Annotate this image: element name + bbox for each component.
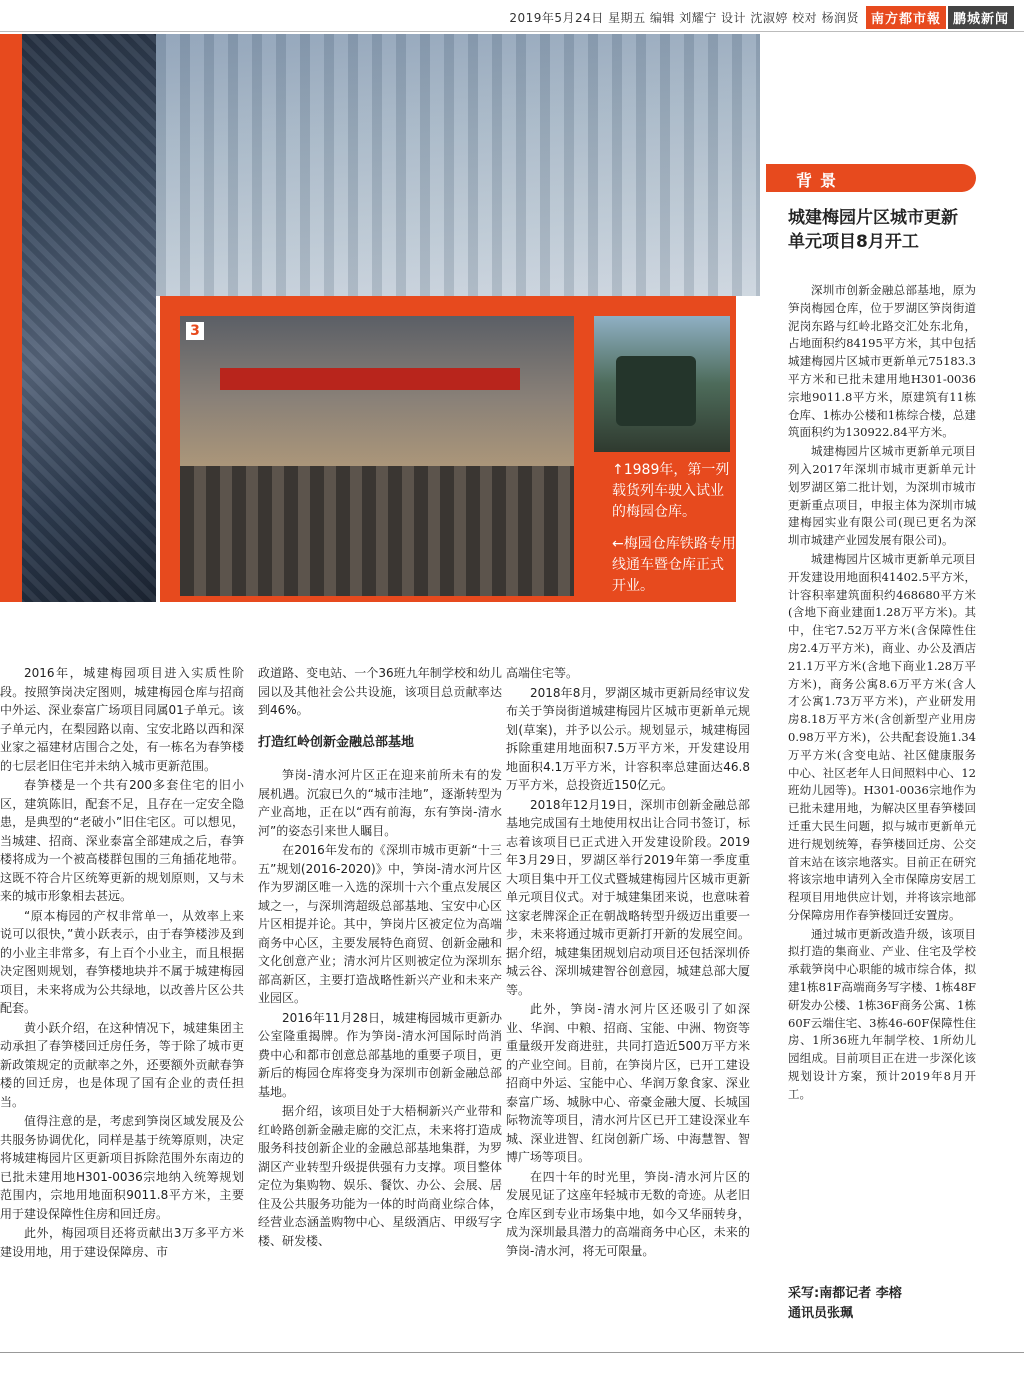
article-paragraph: 在2016年发布的《深圳市城市更新“十三五”规划(2016-2020)》中，笋岗-清水河片区作为罗湖区唯一入选的深圳十六个重点发展区域之一，与深圳湾超级总部基地、宝安中心区片区相提并论。其中，笋岗片区被定位为高端商务中心区，主要发展特色商贸、创新金融和文化创意产业；清水河片区则被定位为深圳东部高新区，主要打造战略性新兴产业和未来产业园区。 <box>258 843 502 1005</box>
photo-caption-1: ↑1989年，第一列载货列车驶入试业的梅园仓库。 <box>612 462 730 520</box>
footer-rule <box>0 1352 1024 1353</box>
page-header <box>0 0 1024 32</box>
article-paragraph: 值得注意的是，考虑到笋岗区域发展及公共服务协调优化，同样是基于统筹原则，决定将城建梅园片区更新项目拆除范围外东南边的已批未建用地H301-0036宗地纳入统筹规划范围内，宗地用地面积9011.8平方米，主要用于建设保障性住房和回迁房。 <box>0 1114 244 1221</box>
article-paragraph: 2018年12月19日，深圳市创新金融总部基地完成国有土地使用权出让合同书签订，标志着该项目已正式进入开发建设阶段。2019年3月29日，罗湖区举行2019年第一季度重大项目集中开工仪式暨城建梅园片区城市更新单元项目仪式。对于城建集团来说，也意味着这家老牌深企正在朝战略转型升级迈出重要一步，未来将通过城市更新打开新的发展空间。据介绍，城建集团规划启动项目还包括深圳侨城云谷、深圳城建智谷创意园，城建总部大厦等。 <box>506 797 750 997</box>
brand-name: 南方都市報 <box>866 6 946 29</box>
photo-caption-2: ←梅园仓库铁路专用线通车暨仓库正式开业。 <box>612 536 736 594</box>
byline <box>788 1284 902 1324</box>
article-paragraph: 笋岗-清水河片区正在迎来前所未有的发展机遇。沉寂已久的“城市洼地”，逐渐转型为产业高地，正在以“西有前海，东有笋岗-清水河”的姿态引来世人瞩目。 <box>258 768 502 838</box>
article-paragraph: 此外，梅园项目还将贡献出3万多平方米建设用地，用于建设保障房、市 <box>0 1226 244 1259</box>
sidebar-paragraph: 通过城市更新改造升级，该项目拟打造的集商业、产业、住宅及学校承载笋岗中心职能的城市综合体，拟建1栋81F高端商务写字楼、1栋48F研发办公楼、1栋36F商务公寓、1栋60F云端住宅、3栋46-60F保障性住房、1所36班九年制学校、1所幼儿园组成。目前项目正在进一步深化该规划设计方案，预计2019年8月开工。 <box>788 926 976 1101</box>
article-paragraph: 此外，笋岗-清水河片区还吸引了如深业、华润、中粮、招商、宝能、中洲、物资等重量级开发商进驻，共同打造近500万平方米的产业空间。目前，在笋岗片区，已开工建设招商中外运、宝能中心、华润万象食家、深业泰富广场、城脉中心、帝豪金融大厦、长城国际物流等项目，清水河片区已开工建设深业车城、深业进智、红岗创新广场、中海慧智、智博广场等项目。 <box>506 1002 750 1164</box>
article-paragraph: 在四十年的时光里，笋岗-清水河片区的发展见证了这座年轻城市无数的奇迹。从老旧仓库区到专业市场集中地，如今又华丽转身，成为深圳最具潜力的高端商务中心区，未来的笋岗-清水河，将无可限量。 <box>506 1169 750 1258</box>
article-paragraph: 2016年11月28日，城建梅园城市更新办公室隆重揭牌。作为笋岗-清水河国际时尚消费中心和都市创意总部基地的重要子项目，更新后的梅园仓库将变身为深圳市创新金融总部基地。 <box>258 1010 502 1099</box>
byline-reporter: 采写:南都记者 李榕 <box>788 1286 902 1301</box>
sidebar-title: 城建梅园片区城市更新单元项目8月开工 <box>788 208 958 252</box>
sidebar-paragraph: 城建梅园片区城市更新单元项目列入2017年深圳市城市更新单元计划罗湖区第二批计划，为深圳市城市更新重点项目，申报主体为深圳市城建梅园实业有限公司(现已更名为深圳市城建产业园发展有限公司)。 <box>788 444 976 548</box>
article-paragraph: 2016年，城建梅园项目进入实质性阶段。按照笋岗决定图则，城建梅园仓库与招商中外运、深业泰富广场项目同属01子单元。该子单元内，在梨园路以南、宝安北路以西和深业家之福建材店围合之处，有一栋名为春笋楼的七层老旧住宅并未纳入城市更新范围。 <box>0 666 244 773</box>
article-paragraph: 春笋楼是一个共有200多套住宅的旧小区，建筑陈旧，配套不足，且存在一定安全隐患，是典型的“老破小”旧住宅区。可以想见，当城建、招商、深业泰富全部建成之后，春笋楼将成为一个被高楼群包围的三角插花地带。这既不符合片区统筹更新的规划原则，又与未来的城市形象相去甚远。 <box>0 778 244 903</box>
issue-meta: 2019年5月24日 星期五 编辑 刘耀宁 设计 沈淑婷 校对 杨润贤 <box>509 11 859 25</box>
aerial-photo-left <box>0 34 156 602</box>
brand-logo <box>866 6 1014 28</box>
background-tag: 背景 <box>766 164 976 192</box>
byline-correspondent: 通讯员张珮 <box>788 1306 854 1321</box>
sidebar-body <box>788 282 976 1105</box>
sidebar-paragraph: 深圳市创新金融总部基地，原为笋岗梅园仓库，位于罗湖区笋岗街道泥岗东路与红岭北路交汇处东北角，占地面积约84195平方米，其中包括城建梅园片区城市更新单元75183.3平方米和已批未建用地H301-0036宗地9011.8平方米，原建筑有11栋仓库、1栋办公楼和1栋综合楼，总建筑面积约为130922.84平方米。 <box>788 283 976 440</box>
sidebar-paragraph: 城建梅园片区城市更新单元项目开发建设用地面积41402.5平方米，计容积率建筑面积约468680平方米(含地下商业建面1.28万平方米)。其中，住宅7.52万平方米(含保障性住房2.4万平方米)，商业、办公及酒店21.1万平方米(含地下商业1.28万平方米)，商务公寓8.6万平方米(含人才公寓1.73万平方米)，产业研发用房8.18万平方米(含创新型产业用房0.98万平方米)，公共配套设施1.34万平方米(含变电站、社区健康服务中心、社区老年人日间照料中心、12班幼儿园等)。H301-0036宗地作为已批未建用地，为解决区里春笋楼回迁重大民生问题，拟与城市更新单元进行规划统筹，春笋楼回迁房、公交首末站在该宗地落实。目前正在研究将该宗地申请列入全市保障房安居工程项目用地供应计划，并将该宗地部分保障房用作春笋楼回迁安置房。 <box>788 551 976 922</box>
article-column-2 <box>258 664 502 1251</box>
article-paragraph: 2018年8月，罗湖区城市更新局经审议发布关于笋岗街道城建梅园片区城市更新单元规划(草案)，并予以公示。规划显示，城建梅园拆除重建用地面积7.5万平方米，开发建设用地面积4.1万平方米，计容积率总建面达46.8万平方米，总投资近150亿元。 <box>506 685 750 792</box>
article-paragraph: 政道路、变电站、一个36班九年制学校和幼儿园以及其他社会公共设施，该项目总贡献率达到46%。 <box>258 666 502 717</box>
historic-photo-panel <box>160 296 736 602</box>
section-name: 鹏城新闻 <box>948 6 1014 29</box>
section-heading: 打造红岭创新金融总部基地 <box>258 734 415 750</box>
ceremony-photo <box>180 316 574 596</box>
article-column-1 <box>0 664 244 1262</box>
train-photo <box>594 316 730 452</box>
aerial-photo-top <box>156 34 760 296</box>
background-sidebar <box>766 164 976 1334</box>
article-column-3 <box>506 664 750 1261</box>
article-paragraph: 据介绍，该项目处于大梧桐新兴产业带和红岭路创新金融走廊的交汇点，未来将打造成服务科技创新企业的金融总部基地集群，为罗湖区产业转型升级提供强有力支撑。项目整体定位为集购物、娱乐、餐饮、办公、会展、居住及公共服务功能为一体的时尚商业综合体，经营业态涵盖购物中心、星级酒店、甲级写字楼、研发楼、 <box>258 1104 502 1248</box>
photo-badge: 3 <box>186 322 204 340</box>
article-paragraph: 黄小跃介绍，在这种情况下，城建集团主动承担了春笋楼回迁房任务，等于除了城市更新政策规定的贡献率之外，还要额外贡献春笋楼的回迁房，也是体现了国有企业的责任担当。 <box>0 1020 244 1109</box>
article-paragraph: “原本梅园的产权非常单一，从效率上来说可以很快，”黄小跃表示，由于春笋楼涉及到的小业主非常多，有上百个小业主，而且根据决定图则规划，春笋楼地块并不属于城建梅园项目，未来将成为公共绿地，以改善片区公共配套。 <box>0 908 244 1015</box>
article-paragraph: 高端住宅等。 <box>506 666 579 680</box>
